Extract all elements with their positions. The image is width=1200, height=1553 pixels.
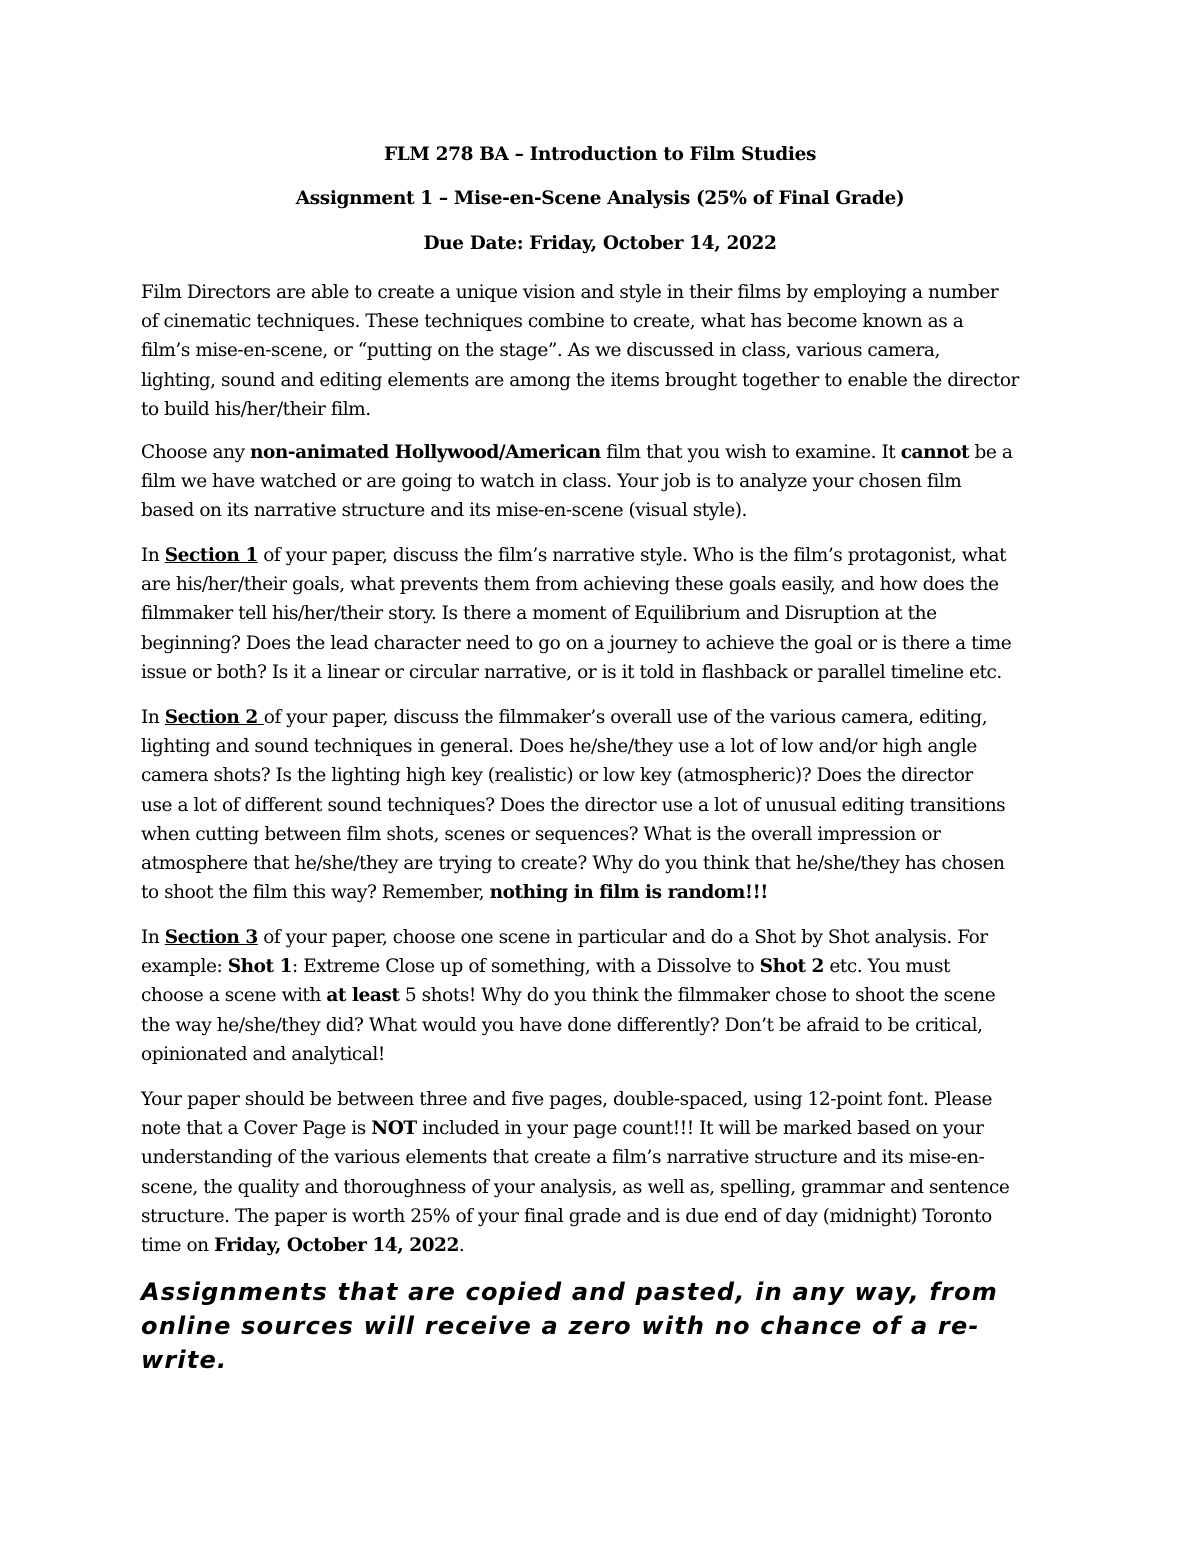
text-line — [141, 981, 1061, 1010]
text-line — [141, 923, 1061, 952]
text-line: scene, the quality and thoroughness of your analysis, as well as, spelling, grammar and sentence — [141, 1176, 1010, 1198]
text-line: lighting, sound and editing elements are among the items brought together to enable the director — [141, 369, 1019, 391]
due-date: Due Date: Friday, October 14, 2022 — [423, 233, 777, 254]
text-line — [141, 1114, 1061, 1143]
text-run: of your paper, discuss the film’s narrative style. Who is the film’s protagonist, what — [257, 545, 1007, 566]
text-line — [141, 952, 1061, 981]
text-line: use a lot of different sound techniques? Does the director use a lot of unusual editing transitions — [141, 794, 1006, 816]
course-title: FLM 278 BA – Introduction to Film Studies — [383, 144, 817, 165]
emphasis-text: nothing in film is random!!! — [489, 882, 768, 904]
text-line: opinionated and analytical! — [141, 1043, 385, 1065]
text-line: lighting and sound techniques in general. Does he/she/they use a lot of low and/or high angle — [141, 736, 977, 758]
assignment-title: Assignment 1 – Mise-en-Scene Analysis (25% of Final Grade) — [295, 188, 905, 209]
text-run: film that you wish to examine. It — [600, 442, 901, 463]
text-line: film we have watched or are going to watch in class. Your job is to analyze your chosen film — [141, 471, 962, 493]
warning-line: online sources will receive a zero with no chance of a re- — [141, 1312, 980, 1340]
emphasis-text: non-animated Hollywood/American — [250, 442, 601, 463]
text-run: In — [141, 707, 165, 728]
text-line — [141, 703, 1061, 732]
text-line — [141, 878, 1061, 907]
text-run: to shoot the film this way? Remember, — [141, 882, 490, 904]
text-line — [141, 541, 1061, 570]
text-run: In — [141, 545, 165, 566]
text-run: 5 shots! Why do you think the filmmaker chose to shoot the scene — [399, 985, 996, 1007]
text-line: filmmaker tell his/her/their story. Is there a moment of Equilibrium and Disruption at the — [141, 603, 937, 625]
text-line: issue or both? Is it a linear or circular narrative, or is it told in flashback or parallel timeline etc. — [141, 661, 1002, 683]
text-line: based on its narrative structure and its mise-en-scene (visual style). — [141, 500, 747, 522]
emphasis-text: Shot 2 — [759, 956, 824, 978]
text-run: Choose any — [141, 442, 250, 463]
text-run: of your paper, discuss the filmmaker’s overall use of the various camera, editing, — [263, 707, 988, 728]
text-run: be a — [969, 442, 1013, 463]
paragraph-section-2 — [141, 703, 1061, 907]
emphasis-text: Friday, October 14, 2022 — [214, 1234, 459, 1256]
emphasis-text: NOT — [371, 1118, 417, 1140]
section-heading: Section 2 — [164, 707, 264, 728]
text-line: Film Directors are able to create a unique vision and style in their films by employing a number — [141, 282, 999, 303]
emphasis-text: Shot 1 — [227, 956, 293, 978]
text-line: understanding of the various elements that create a film’s narrative structure and its mise-en- — [141, 1147, 985, 1169]
text-run: : Extreme Close up of something, with a Dissolve to — [292, 956, 760, 978]
text-line: Your paper should be between three and five pages, double-spaced, using 12-point font. Please — [141, 1089, 992, 1110]
paragraph-section-3 — [141, 923, 1061, 1069]
text-run: . — [458, 1234, 465, 1256]
text-line: film’s mise-en-scene, or “putting on the stage”. As we discussed in class, various camera, — [141, 340, 940, 362]
emphasis-text: cannot — [900, 442, 970, 463]
section-heading: Section 1 — [164, 545, 258, 566]
text-line: are his/her/their goals, what prevents them from achieving these goals easily, and how does the — [141, 574, 999, 596]
text-line: atmosphere that he/she/they are trying to create? Why do you think that he/she/they has chosen — [141, 852, 1005, 874]
text-run: choose a scene with — [141, 985, 327, 1007]
paragraph-intro — [141, 278, 1061, 424]
warning-line: write. — [141, 1346, 228, 1374]
warning-line: Assignments that are copied and pasted, in any way, from — [141, 1278, 998, 1306]
paragraph-section-1 — [141, 541, 1061, 687]
plagiarism-warning — [141, 1275, 1101, 1377]
text-line: of cinematic techniques. These techniques combine to create, what has become known as a — [141, 311, 964, 333]
text-run: of your paper, choose one scene in particular and do a Shot by Shot analysis. For — [257, 927, 988, 948]
emphasis-text: at least — [326, 985, 400, 1007]
text-run: included in your page count!!! It will be marked based on your — [416, 1118, 984, 1140]
text-line: beginning? Does the lead character need to go on a journey to achieve the goal or is there a time — [141, 632, 1012, 654]
text-line: the way he/she/they did? What would you have done differently? Don’t be afraid to be critical, — [141, 1014, 983, 1036]
paragraph-film-choice — [141, 438, 1061, 526]
text-line — [141, 438, 1061, 467]
section-heading: Section 3 — [164, 927, 258, 948]
text-line: when cutting between film shots, scenes or sequences? What is the overall impression or — [141, 823, 941, 845]
text-run: note that a Cover Page is — [141, 1118, 372, 1140]
text-line: camera shots? Is the lighting high key (realistic) or low key (atmospheric)? Does the director — [141, 765, 973, 787]
text-run: example: — [141, 956, 228, 978]
text-run: time on — [141, 1234, 215, 1256]
text-line: to build his/her/their film. — [141, 398, 371, 420]
text-line: structure. The paper is worth 25% of your final grade and is due end of day (midnight) Toronto — [141, 1205, 992, 1227]
paragraph-requirements — [141, 1085, 1061, 1260]
text-line — [141, 1231, 1061, 1260]
text-run: In — [141, 927, 165, 948]
text-run: etc. You must — [823, 956, 950, 978]
